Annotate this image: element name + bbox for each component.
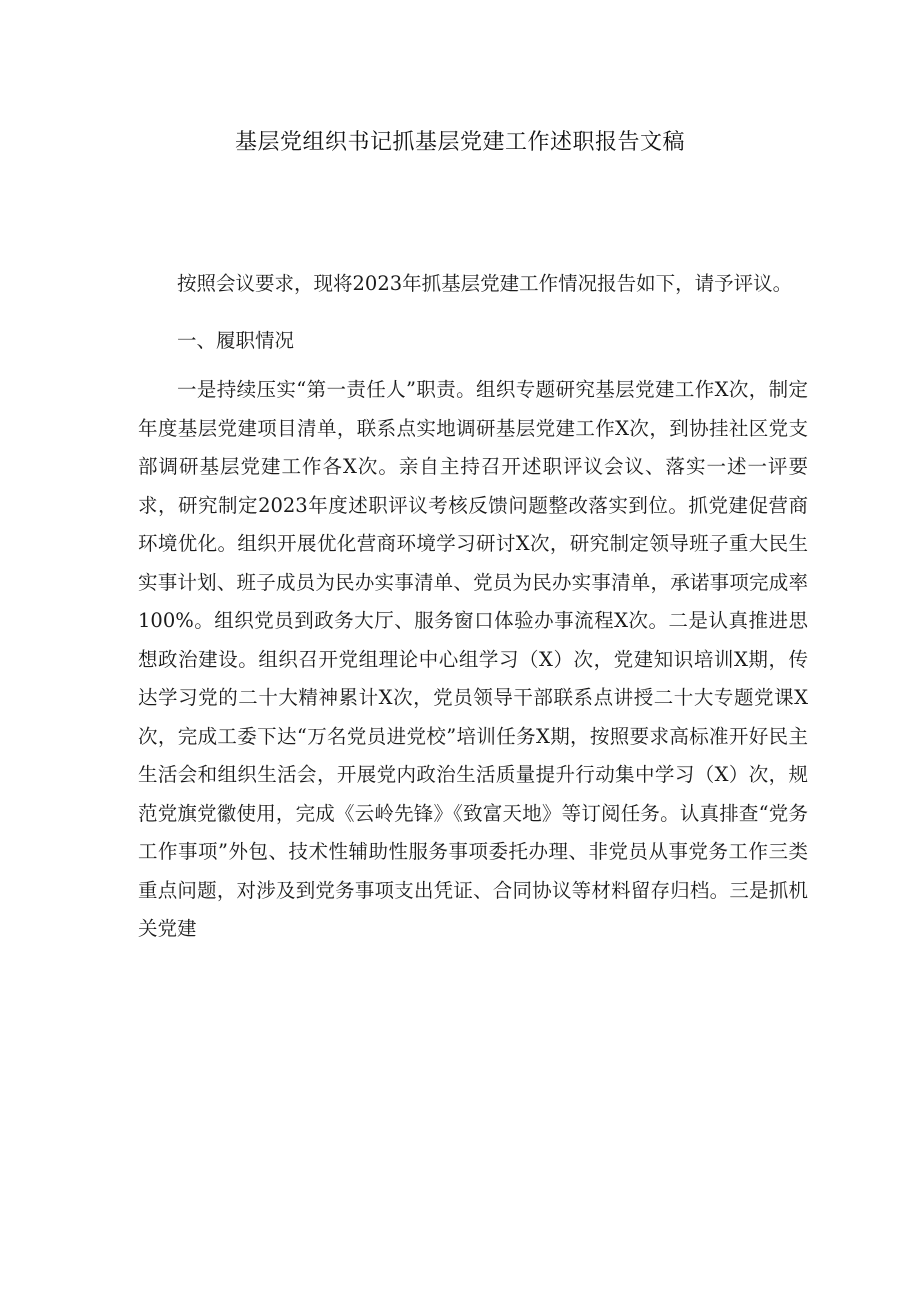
body-paragraph: 一是持续压实“第一责任人”职责。组织专题研究基层党建工作X次，制定年度基层党建项目清单，联系点实地调研基层党建工作X次，到协挂社区党支部调研基层党建工作各X次。亲自主持召开述职评议会议、落实一述一评要求，研究制定2023年度述职评议考核反馈问题整改落实到位。抓党建促营商环境优化。组织开展优化营商环境学习研讨X次，研究制定领导班子重大民生实事计划、班子成员为民办实事清单、党员为民办实事清单，承诺事项完成率100%。组织党员到政务大厅、服务窗口体验办事流程X次。二是认真推进思想政治建设。组织召开党组理论中心组学习（X）次，党建知识培训X期，传达学习党的二十大精神累计X次，党员领导干部联系点讲授二十大专题党课X次，完成工委下达“万名党员进党校”培训任务X期，按照要求高标准开好民主生活会和组织生活会，开展党内政治生活质量提升行动集中学习（X）次，规范党旗党徽使用，完成《云岭先锋》《致富天地》等订阅任务。认真排查“党务工作事项”外包、技术性辅助性服务事项委托办理、非党员从事党务工作三类重点问题，对涉及到党务事项支出凭证、合同协议等材料留存归档。三是抓机关党建 (138, 378, 808, 940)
document-body (138, 265, 808, 949)
document-title: 基层党组织书记抓基层党建工作述职报告文稿 (234, 130, 685, 155)
intro-paragraph: 按照会议要求，现将2023年抓基层党建工作情况报告如下，请予评议。 (177, 272, 793, 295)
section-heading: 一、履职情况 (177, 328, 295, 352)
